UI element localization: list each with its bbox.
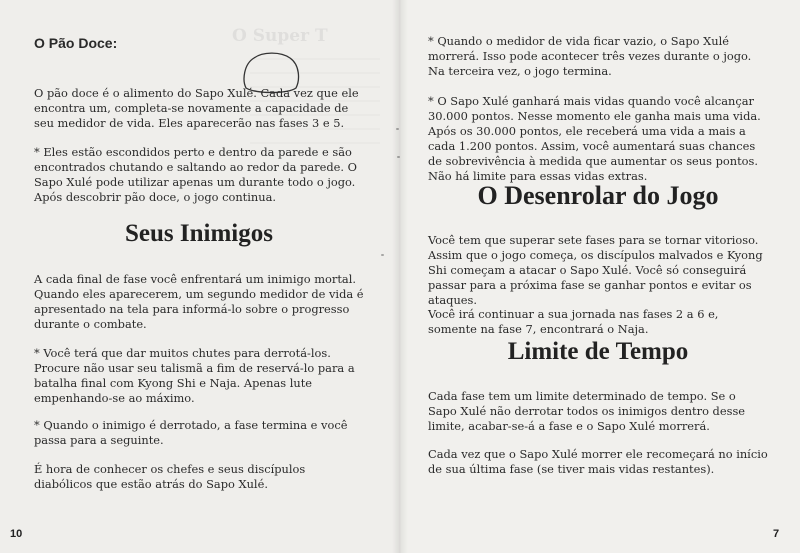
paragraph-vidas-1: * Quando o medidor de vida ficar vazio, o Sapo Xulé morrerá. Isso pode acontecer três vezes durante o jogo. Na terceira vez, o jogo termina. — [428, 34, 752, 78]
paragraph-pao-doce-2: * Eles estão escondidos perto e dentro da parede e são encontrados chutando e saltando ao redor da parede. O Sapo Xulé pode utilizar apenas um durante todo o jogo. Após descobrir pão doce, o jogo continua. — [34, 145, 357, 204]
paragraph-desenrolar-2: Você irá continuar a sua jornada nas fases 2 a 6 e, somente na fase 7, encontrará o Naja. — [428, 307, 719, 336]
binding-gutter — [392, 0, 408, 553]
paragraph-inimigos-4: É hora de conhecer os chefes e seus discípulos diabólicos que estão atrás do Sapo Xulé. — [34, 462, 306, 491]
section-heading-limite-tempo: Limite de Tempo — [507, 338, 689, 365]
bleed-through-heading: O Super T — [232, 26, 328, 46]
section-heading-desenrolar: O Desenrolar do Jogo — [477, 181, 719, 210]
paragraph-vidas-2: * O Sapo Xulé ganhará mais vidas quando você alcançar 30.000 pontos. Nesse momento ele ganha mais uma vida. Após os 30.000 pontos, ele receberá uma vida a mais a cada 1.200 pontos. Assim, você aumentará suas chances de sobrevivência à medida que aumentar os seus pontos. Não há limite para essas vidas extras. — [428, 94, 761, 183]
paragraph-desenrolar-1: Você tem que superar sete fases para se tornar vitorioso. Assim que o jogo começa, os discípulos malvados e Kyong Shi começam a atacar o Sapo Xulé. Você só conseguirá passar para a próxima fase se ganhar pontos e evitar os ataques. — [428, 233, 763, 307]
page-number-left: 10 — [10, 528, 23, 540]
paragraph-limite-1: Cada fase tem um limite determinado de tempo. Se o Sapo Xulé não derrotar todos os inimigos dentro desse limite, acabar-se-á a fase e o Sapo Xulé morrerá. — [428, 389, 746, 433]
scan-speck — [381, 254, 384, 256]
paragraph-limite-2: Cada vez que o Sapo Xulé morrer ele recomeçará no início de sua última fase (se tiver mais vidas restantes). — [428, 447, 768, 476]
paragraph-inimigos-3: * Quando o inimigo é derrotado, a fase termina e você passa para a seguinte. — [34, 418, 348, 447]
paragraph-inimigos-2: * Você terá que dar muitos chutes para derrotá-los. Procure não usar seu talismã a fim de reservá-lo para a batalha final com Kyong Shi e Naja. Apenas lute empenhando-se ao máximo. — [34, 346, 355, 405]
section-heading-pao-doce: O Pão Doce: — [34, 35, 118, 51]
section-heading-seus-inimigos: Seus Inimigos — [125, 220, 273, 247]
right-page — [400, 0, 800, 553]
paragraph-pao-doce-1: O pão doce é o alimento do Sapo Xulé. Cada vez que ele encontra um, completa-se novamente a capacidade de seu medidor de vida. Eles aparecerão nas fases 3 e 5. — [34, 86, 359, 130]
paragraph-inimigos-1: A cada final de fase você enfrentará um inimigo mortal. Quando eles aparecerem, um segundo medidor de vida é apresentado na tela para informá-lo sobre o progresso durante o combate. — [34, 272, 364, 331]
page-number-right: 7 — [773, 528, 780, 540]
